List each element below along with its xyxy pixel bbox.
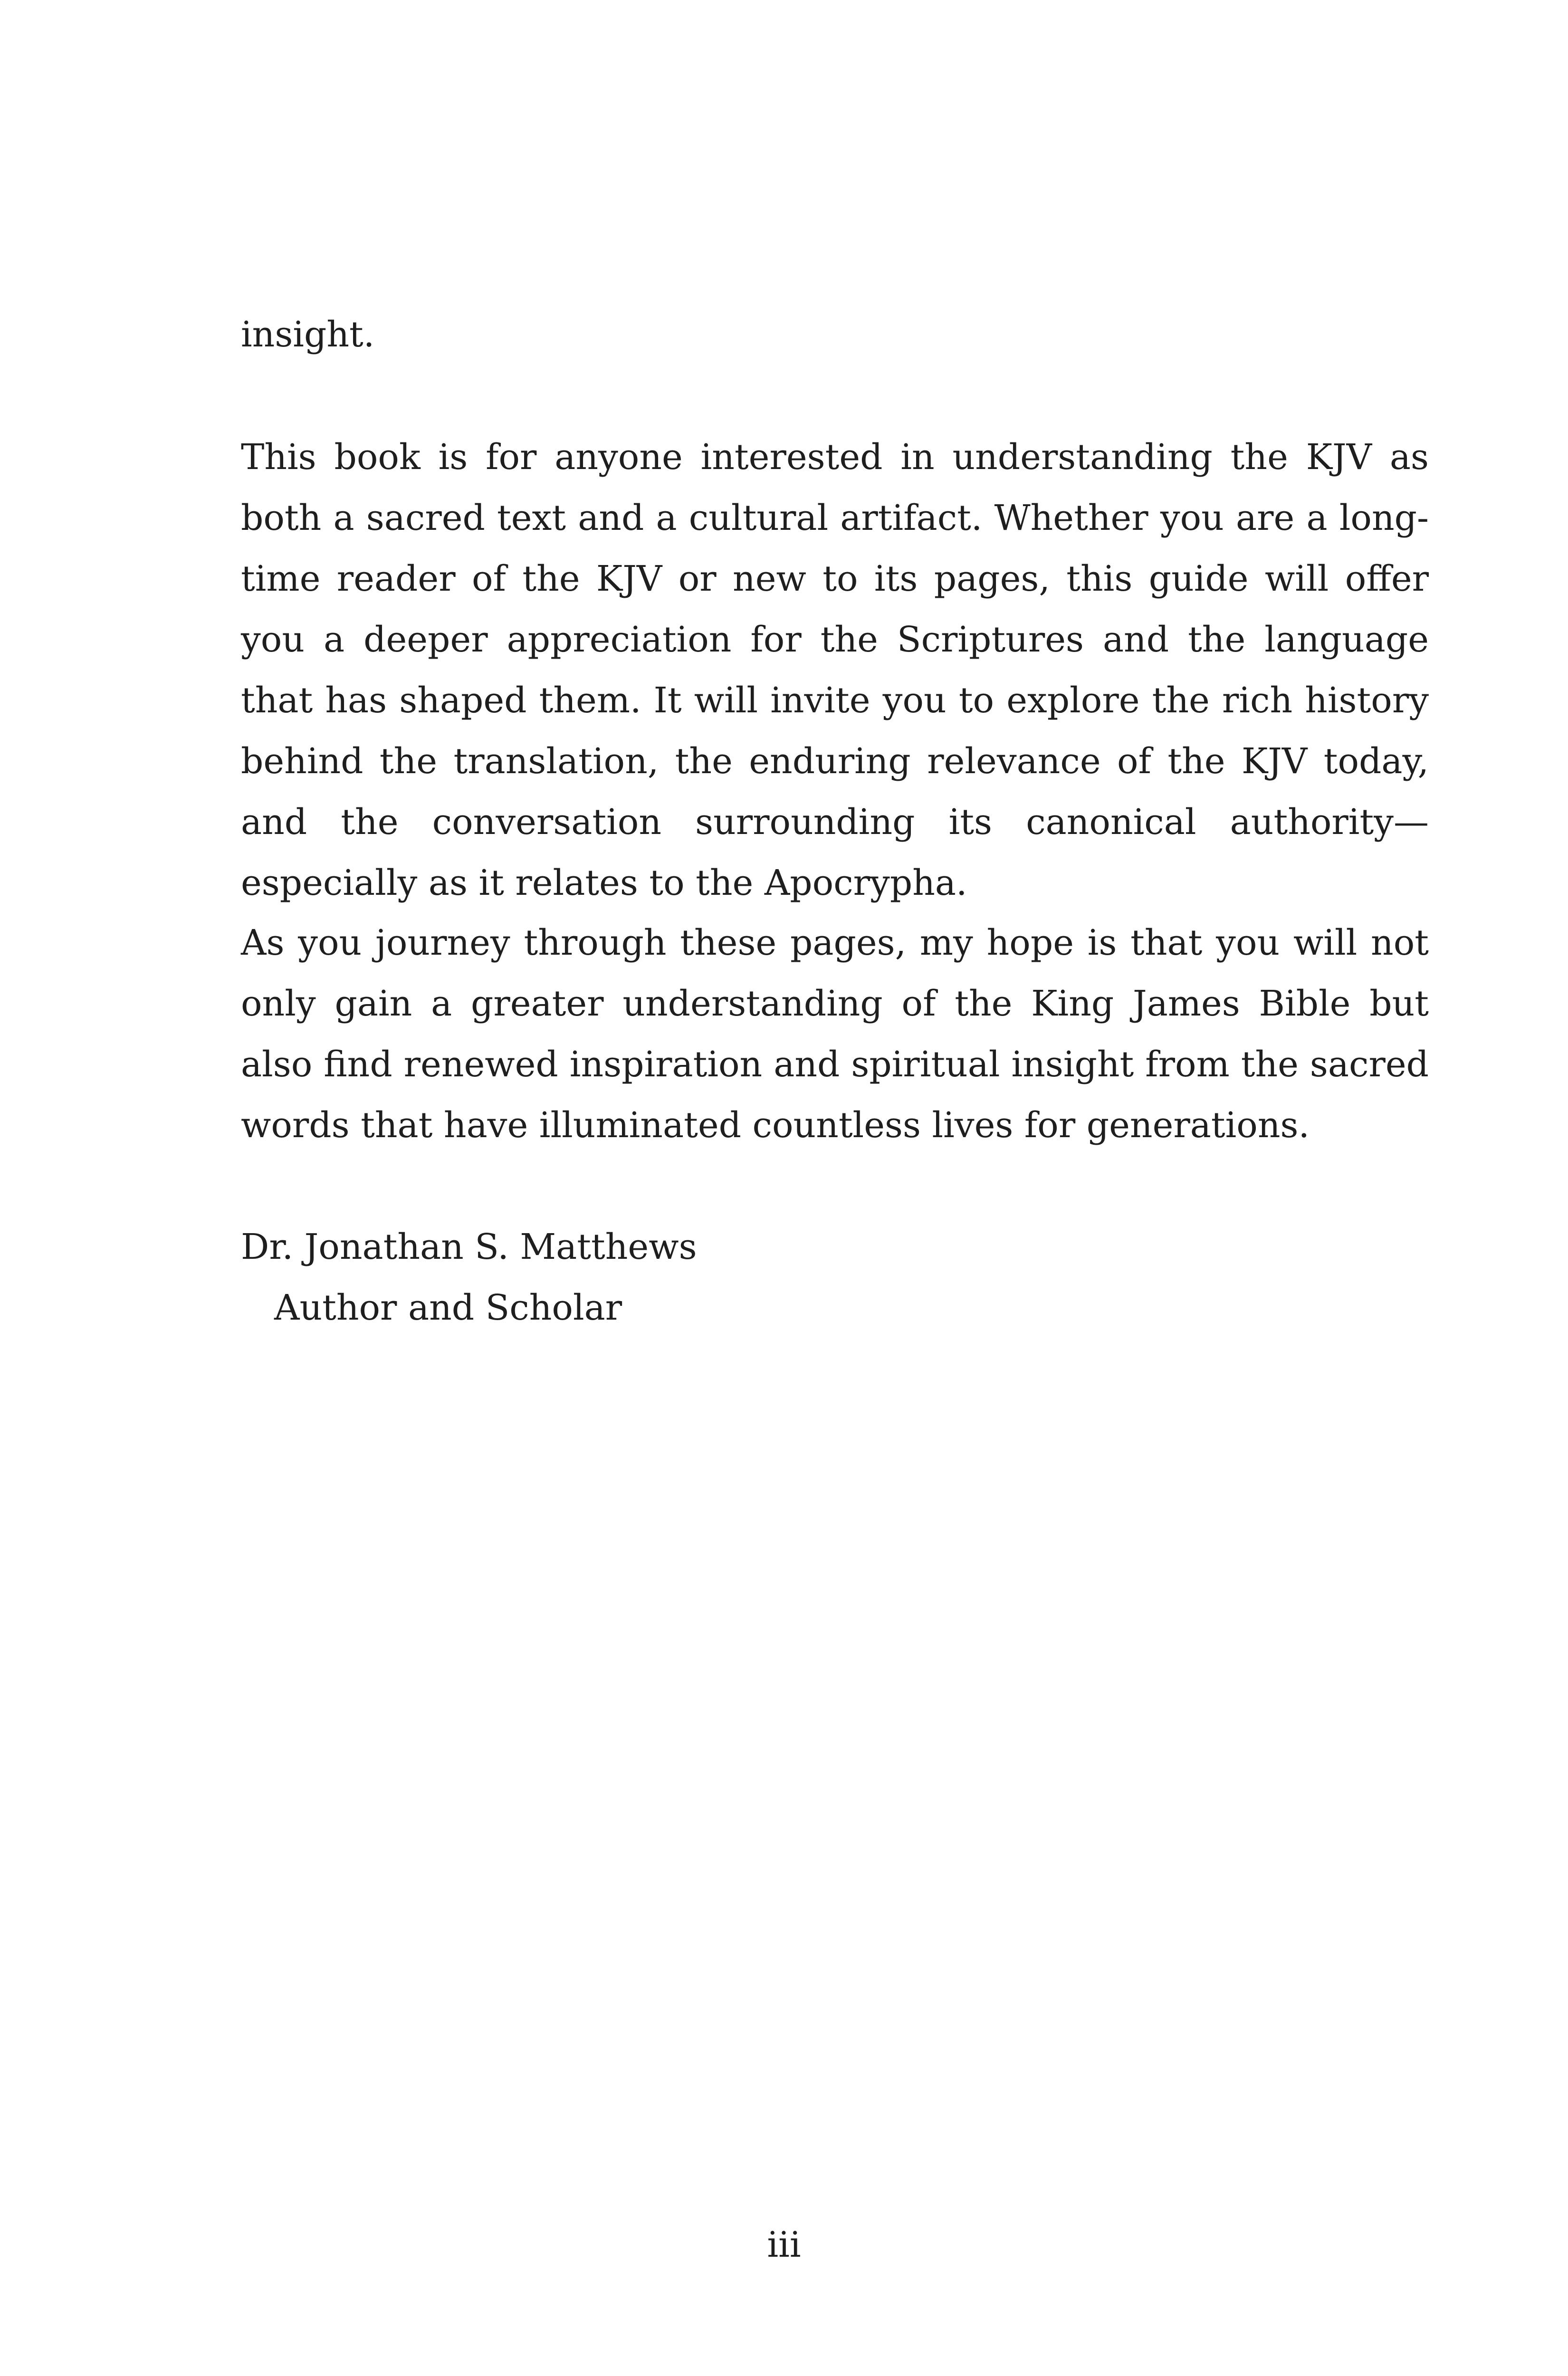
signature-name: Dr. Jonathan S. Matthews [241, 1226, 697, 1267]
signature-role: Author and Scholar [274, 1287, 622, 1328]
page-number: iii [767, 2224, 801, 2265]
paragraph-audience: This book is for anyone interested in understanding the KJV as both a sacred text and a cultural artifact. Whether you are a long-time reader of the KJV or new to its pages, this guide will offer you a deeper appreciation for the Scriptures and the language that has shaped them. It will invite you to explore the rich history behind the translation, the enduring relevance of the KJV today, and the conversation surrounding its canonical authority—especially as it relates to the Apocrypha. [241, 437, 1429, 903]
paragraph-hope: As you journey through these pages, my hope is that you will not only gain a greater understanding of the King James Bible but also find renewed inspiration and spiritual insight from the sacred words that have illuminated countless lives for generations. [241, 922, 1429, 1146]
continuation-text: insight. [241, 314, 375, 355]
